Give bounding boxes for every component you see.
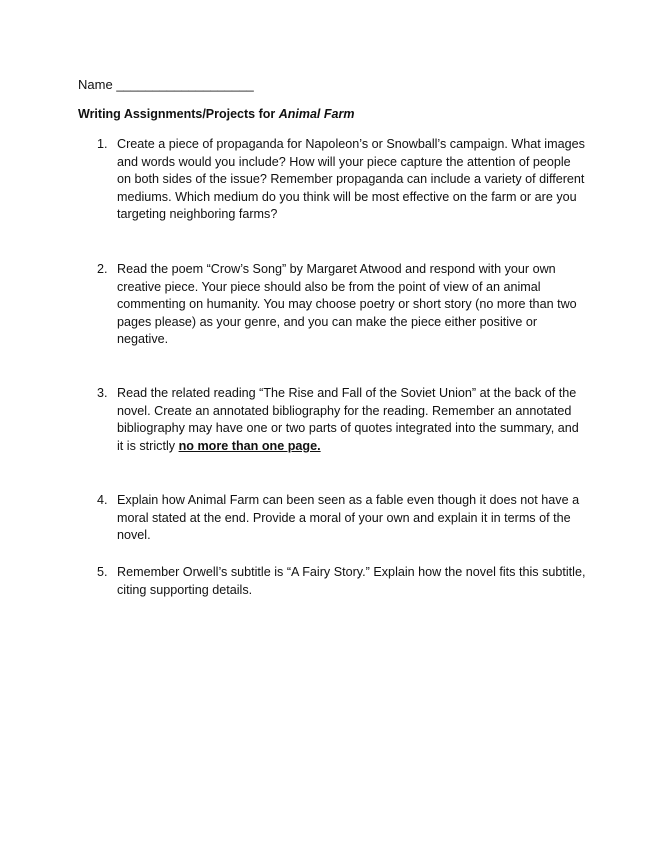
- assignment-emphasis: no more than one page.: [178, 438, 321, 453]
- assignment-text: Explain how Animal Farm can been seen as a fable even though it does not have a moral stated at the end. Provide a moral of your own and explain it in terms of the novel.: [117, 493, 580, 543]
- name-line: [78, 77, 254, 93]
- assignment-item-4: [97, 492, 587, 545]
- assignment-item-1: [97, 136, 587, 224]
- title-book: Animal Farm: [278, 107, 355, 121]
- name-label: Name: [78, 77, 113, 92]
- assignment-number: 1.: [97, 137, 108, 151]
- assignment-text: Create a piece of propaganda for Napoleon’s or Snowball’s campaign. What images and words would you include? How will your piece capture the attention of people on both sides of the issue? Remember propaganda can include a variety of different mediums. Which medium do you think will be most effective on the farm or are you targeting neighboring farms?: [117, 137, 585, 222]
- assignment-number: 4.: [97, 493, 108, 507]
- page-title: [78, 106, 354, 122]
- name-blank: ___________________: [116, 77, 254, 92]
- assignment-number: 3.: [97, 386, 108, 400]
- assignment-text-body: Read the related reading “The Rise and Fall of the Soviet Union” at the back of the novel. Create an annotated bibliography for the reading. Remember an annotated bibliography may have one or two parts of quotes integrated into the summary, and it is strictly: [117, 386, 579, 453]
- assignment-item-3: [97, 385, 587, 455]
- title-prefix: Writing Assignments/Projects for: [78, 107, 279, 121]
- assignment-number: 5.: [97, 565, 108, 579]
- assignment-text: Remember Orwell’s subtitle is “A Fairy Story.” Explain how the novel fits this subtitle, citing supporting details.: [117, 565, 586, 597]
- assignment-text: [117, 385, 587, 455]
- assignment-number: 2.: [97, 262, 108, 276]
- assignment-text: Read the poem “Crow’s Song” by Margaret Atwood and respond with your own creative piece. Your piece should also be from the point of view of an animal commenting on humanity. You may choose poetry or short story (no more than two pages please) as your genre, and you can make the piece either positive or negative.: [117, 262, 577, 347]
- assignment-item-2: [97, 261, 587, 349]
- assignment-item-5: [97, 564, 587, 599]
